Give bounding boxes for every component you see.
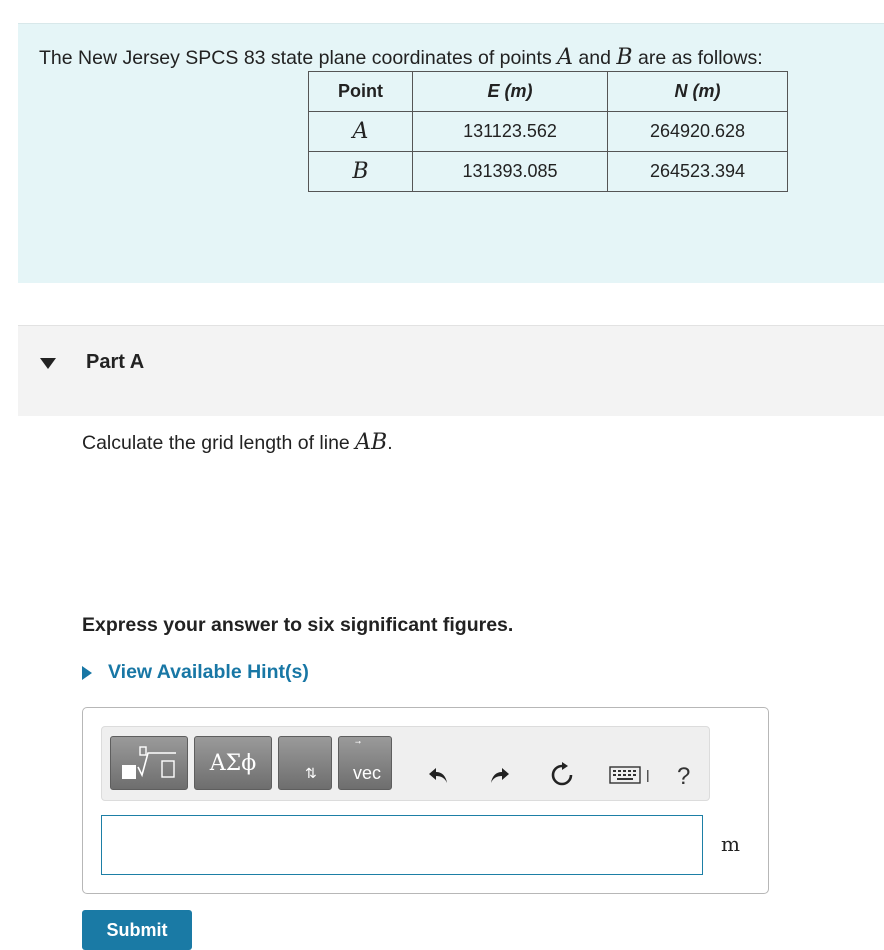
hint-label[interactable]: View Available Hint(s): [108, 661, 309, 683]
intro-text-and: and: [573, 47, 617, 69]
help-icon[interactable]: ?: [677, 763, 691, 790]
coordinates-table: [308, 71, 788, 192]
cell-easting: 131123.562: [413, 112, 608, 152]
point-a-symbol: A: [557, 45, 574, 70]
intro-text: [39, 45, 763, 70]
header-northing: N (m): [608, 72, 788, 112]
answer-unit: m: [721, 832, 740, 856]
redo-icon[interactable]: [486, 761, 514, 789]
vector-button[interactable]: [338, 736, 392, 790]
arrows-button[interactable]: [278, 736, 332, 790]
part-title: Part A: [86, 351, 145, 373]
cell-easting: 131393.085: [413, 152, 608, 192]
undo-icon[interactable]: [424, 761, 452, 789]
submit-button[interactable]: Submit: [82, 910, 192, 950]
keyboard-icon[interactable]: [608, 761, 654, 789]
cell-northing: 264920.628: [608, 112, 788, 152]
table-row: [309, 152, 788, 192]
expand-caret-icon: [82, 666, 92, 680]
math-toolbar: [101, 726, 710, 801]
cell-point: A: [309, 112, 413, 152]
intro-text-after: are as follows:: [632, 47, 763, 69]
view-hints-link[interactable]: [82, 661, 309, 684]
reset-icon[interactable]: [548, 761, 576, 789]
collapse-caret-icon[interactable]: [40, 358, 56, 369]
cell-northing: 264523.394: [608, 152, 788, 192]
table-row: [309, 112, 788, 152]
answer-box: [82, 707, 769, 894]
table-header-row: [309, 72, 788, 112]
intro-text-before: The New Jersey SPCS 83 state plane coordinates of points: [39, 47, 558, 69]
problem-intro: [18, 23, 884, 283]
arrows-icon: ⇅: [305, 765, 317, 781]
question-text: [82, 430, 393, 455]
point-b-symbol: B: [616, 45, 633, 70]
templates-button[interactable]: [110, 736, 188, 790]
line-name: AB: [355, 430, 388, 455]
vector-icon: vec: [353, 763, 382, 783]
header-point: Point: [309, 72, 413, 112]
greek-symbols-button[interactable]: [194, 736, 272, 790]
header-easting: E (m): [413, 72, 608, 112]
answer-instruction: Express your answer to six significant figures.: [82, 614, 514, 636]
greek-symbols-icon: ΑΣϕ: [209, 750, 257, 776]
part-a-header[interactable]: [18, 325, 884, 416]
answer-input[interactable]: [101, 815, 703, 875]
question-text-body: Calculate the grid length of line: [82, 432, 356, 454]
templates-icon: [118, 743, 180, 783]
question-period: .: [387, 432, 393, 454]
cell-point: B: [309, 152, 413, 192]
